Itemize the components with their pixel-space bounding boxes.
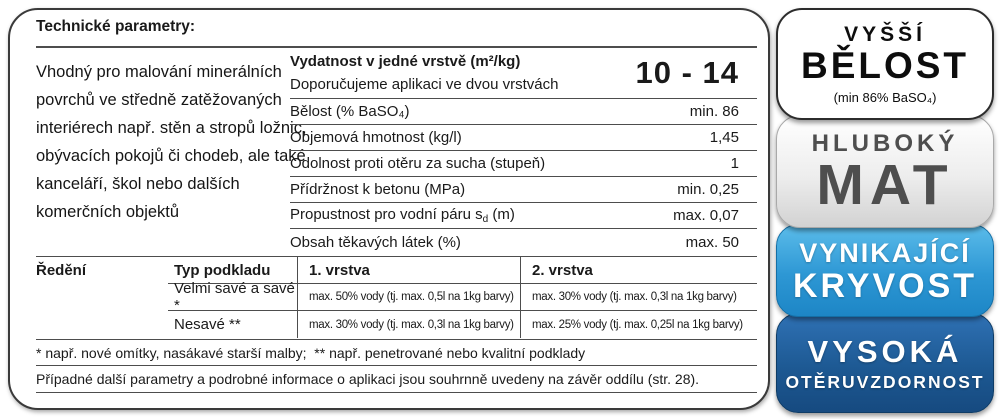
param-label: Objemová hmotnost (kg/l) (290, 129, 462, 146)
dilution-col-header-layer1: 1. vrstva (297, 257, 520, 284)
param-label: Přídržnost k betonu (MPa) (290, 181, 466, 198)
badge-subtext: (min 86% BaSO₄) (833, 90, 937, 106)
footnote: * např. nové omítky, nasákavé starší malby; ** např. penetrované nebo kvalitní podklady (36, 340, 757, 366)
badge-line: KRYVOST (792, 267, 978, 305)
dilution-col-header-layer2: 2. vrstva (520, 257, 757, 284)
param-row-dry-abrasion (290, 151, 757, 177)
param-label: Propustnost pro vodní páru $s_d$ (m) (290, 206, 515, 225)
param-row-adhesion (290, 177, 757, 203)
badge-higher-whiteness (776, 8, 994, 120)
param-value: 1,45 (709, 129, 739, 146)
yield-label-line1: Vydatnost v jedné vrstvě (m²/kg) (290, 52, 521, 70)
dilution-col-header-substrate: Typ podkladu (168, 257, 297, 284)
parameters-table (290, 47, 757, 255)
param-label: Obsah těkavých látek (%) (290, 233, 461, 251)
dilution-row2-layer1: max. 30% vody (tj. max. 0,3l na 1kg barvy) (297, 311, 520, 338)
subscript-d: d (482, 214, 489, 225)
param-row-voc (290, 229, 757, 255)
badge-line: HLUBOKÝ (811, 130, 959, 158)
yield-label-line2: Doporučujeme aplikaci ve dvou vrstvách (290, 75, 559, 93)
badge-line: BĚLOST (800, 44, 970, 86)
badge-line: OTĚRUVZDORNOST (785, 371, 985, 392)
badge-deep-matt (776, 115, 994, 228)
param-row-yield (290, 47, 757, 99)
param-row-vapour-permeability (290, 203, 757, 229)
dilution-label: Ředění (36, 262, 87, 279)
param-value: 1 (730, 155, 739, 172)
param-row-whiteness (290, 99, 757, 125)
additional-info-note: Případné další parametry a podrobné informace o aplikaci jsou souhrnně uvedeny na závěr oddílu (str. 28). (36, 366, 757, 393)
param-label: Bělost (% BaSO₄) (290, 103, 410, 120)
dilution-row1-type: Velmi savé a savé * (168, 284, 297, 311)
dilution-row1-layer1: max. 50% vody (tj. max. 0,5l na 1kg barvy) (297, 284, 520, 311)
dilution-table (36, 256, 757, 340)
dilution-row2-type: Nesavé ** (174, 316, 241, 333)
param-value: min. 86 (689, 103, 739, 120)
dilution-row1-layer2: max. 30% vody (tj. max. 0,3l na 1kg barvy) (520, 284, 757, 311)
technical-parameters-panel (8, 8, 770, 410)
badge-line: VYŠŠÍ (844, 22, 926, 46)
badge-line: MAT (816, 153, 954, 218)
section-title: Technické parametry: (36, 18, 196, 35)
yield-value: 10 - 14 (635, 54, 739, 90)
badge-high-abrasion-resistance (776, 313, 994, 413)
yield-label (290, 50, 558, 96)
badge-line: VYNIKAJÍCÍ (799, 238, 971, 268)
product-description: Vhodný pro malování minerálních povrchů ve středně zatěžovaných interiérech např. stěn a stropů ložnic, obývacích pokojů či chodeb, ale také kanceláří, škol nebo dalších komerčních objektů (36, 63, 307, 221)
param-label: Odolnost proti otěru za sucha (stupeň) (290, 155, 546, 172)
dilution-row2-layer2: max. 25% vody (tj. max. 0,25l na 1kg barvy) (520, 311, 757, 338)
param-value: min. 0,25 (677, 181, 739, 198)
param-value: max. 50 (685, 233, 739, 251)
badge-excellent-coverage (776, 224, 994, 317)
badge-line: VYSOKÁ (807, 333, 963, 369)
param-value: max. 0,07 (673, 207, 739, 224)
param-row-density (290, 125, 757, 151)
